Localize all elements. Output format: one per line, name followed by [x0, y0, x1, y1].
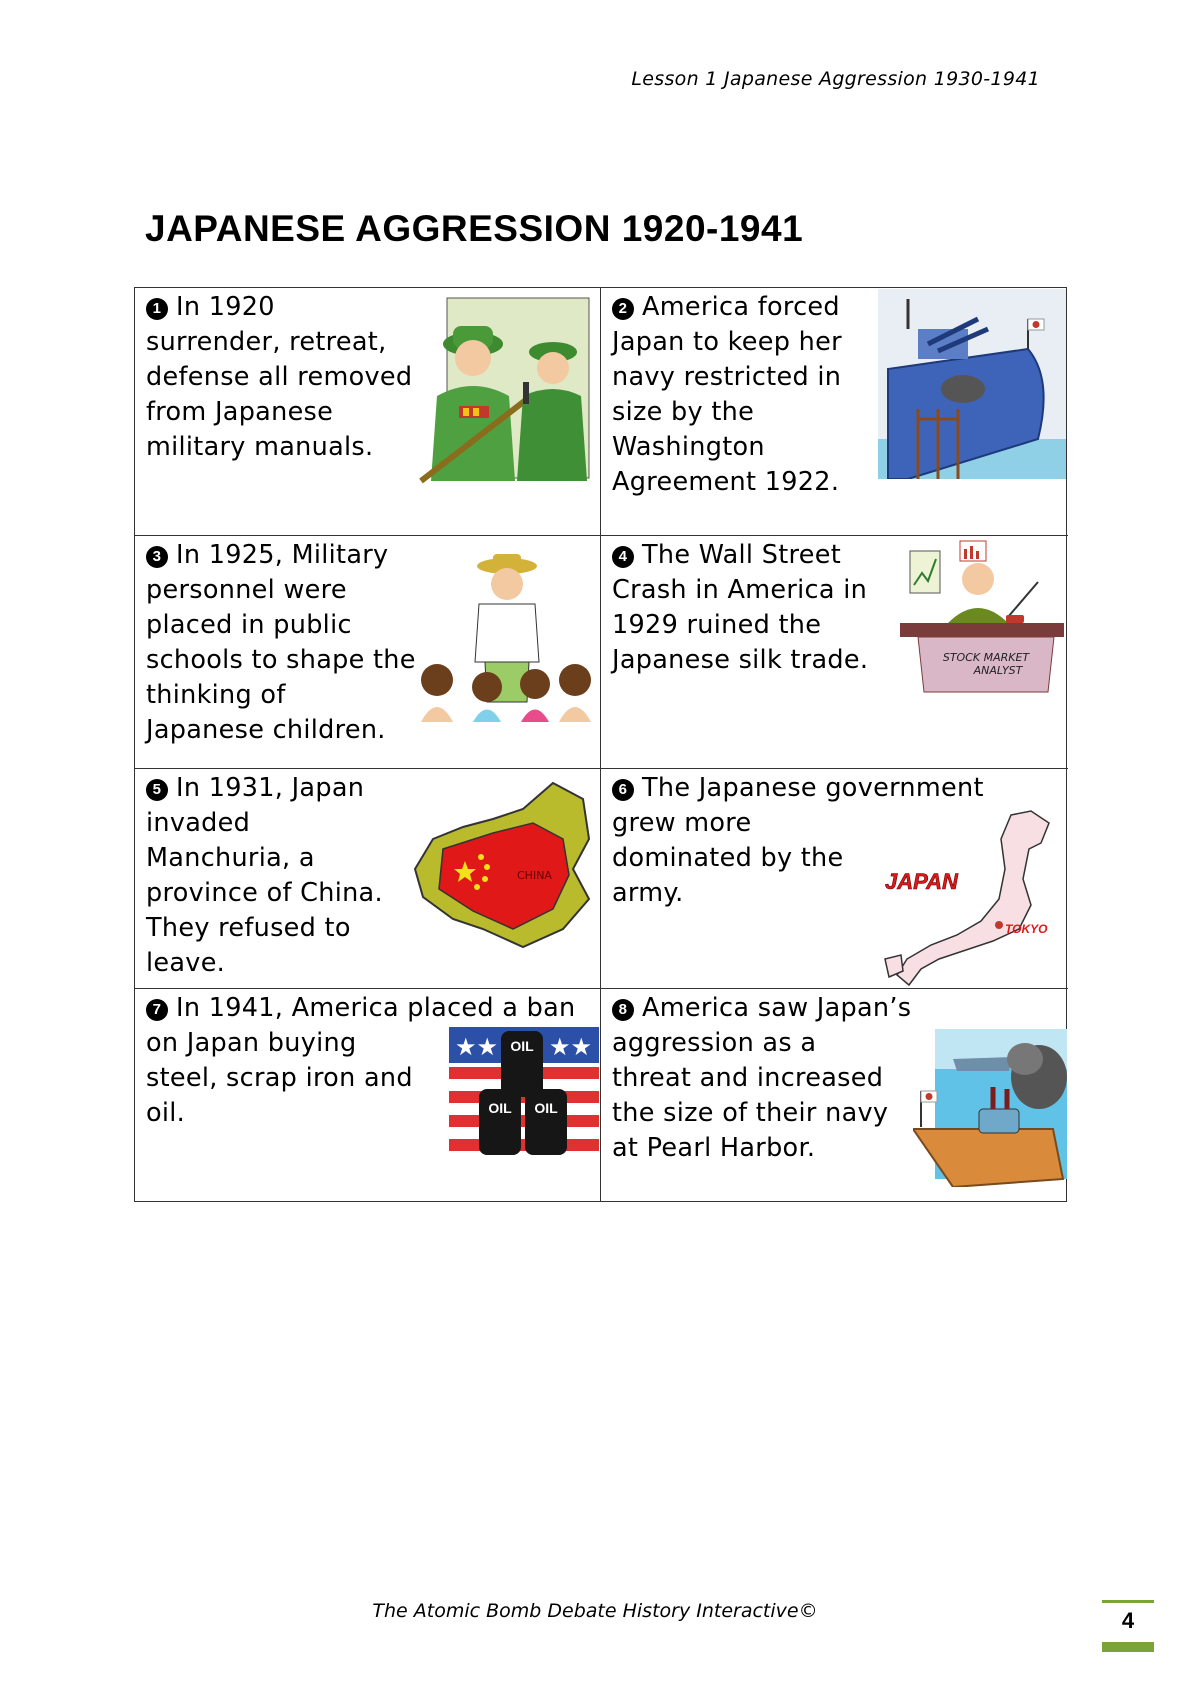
- cell-text: 7 In 1941, America placed a ban on Japan buying steel, scrap iron and oil.: [146, 993, 576, 1128]
- cell-3: [135, 536, 601, 769]
- cell-8: [601, 989, 1068, 1201]
- cell-2: [601, 288, 1068, 536]
- analyst-label-1: STOCK MARKET: [942, 651, 1030, 664]
- oil-label-right: OIL: [534, 1100, 558, 1116]
- china-label: CHINA: [517, 869, 552, 882]
- running-header: Lesson 1 Japanese Aggression 1930-1941: [631, 68, 1040, 90]
- tokyo-label: TOKYO: [1005, 922, 1048, 936]
- battleship-illustration: [878, 289, 1066, 479]
- page-number: 4: [1121, 1608, 1135, 1633]
- cell-6: [601, 769, 1068, 989]
- cell-text: 3 In 1925, Military personnel were placed in public schools to shape the thinking of Japanese children.: [146, 540, 416, 745]
- oil-barrels-illustration: [449, 1027, 599, 1157]
- cell-text: 6 The Japanese government grew more dominated by the army.: [612, 773, 984, 908]
- classroom-illustration: [417, 552, 595, 722]
- number-badge: 1: [146, 298, 168, 320]
- number-badge: 4: [612, 546, 634, 568]
- cell-text: 1 In 1920 surrender, retreat, defense all removed from Japanese military manuals.: [146, 292, 413, 462]
- oil-label-top: OIL: [510, 1038, 534, 1054]
- number-badge: 3: [146, 546, 168, 568]
- page-number-bar-bottom: [1102, 1642, 1154, 1652]
- japan-map-illustration: [881, 809, 1067, 989]
- page-number-bar-top: [1102, 1600, 1154, 1603]
- cell-4: [601, 536, 1068, 769]
- content-grid: [134, 287, 1067, 1202]
- number-badge: 5: [146, 779, 168, 801]
- cell-text: 4 The Wall Street Crash in America in 1929 ruined the Japanese silk trade.: [612, 540, 869, 675]
- cell-text: 5 In 1931, Japan invaded Manchuria, a province of China. They refused to leave.: [146, 773, 383, 978]
- number-badge: 2: [612, 298, 634, 320]
- footer-credit: The Atomic Bomb Debate History Interactive©: [372, 1600, 818, 1622]
- page-number-box: [1102, 1600, 1154, 1650]
- number-badge: 8: [612, 999, 634, 1021]
- number-badge: 6: [612, 779, 634, 801]
- svg-text:★★: ★★: [549, 1033, 593, 1061]
- cell-5: [135, 769, 601, 989]
- cell-text: 2 America forced Japan to keep her navy restricted in size by the Washington Agreement 1922.: [612, 292, 842, 497]
- page-title: JAPANESE AGGRESSION 1920-1941: [145, 208, 804, 249]
- cell-7: [135, 989, 601, 1201]
- soldiers-illustration: [411, 296, 591, 486]
- japan-label: JAPAN: [885, 869, 958, 894]
- cell-1: [135, 288, 601, 536]
- cell-text: 8 America saw Japan’s aggression as a threat and increased the size of their navy at Pearl Harbor.: [612, 993, 912, 1163]
- svg-text:★★: ★★: [455, 1033, 499, 1061]
- number-badge: 7: [146, 999, 168, 1021]
- china-map-illustration: [413, 779, 593, 949]
- oil-label-left: OIL: [488, 1100, 512, 1116]
- analyst-label-2: ANALYST: [973, 664, 1023, 677]
- pearl-harbor-illustration: [913, 1029, 1067, 1187]
- stock-analyst-illustration: [898, 537, 1066, 697]
